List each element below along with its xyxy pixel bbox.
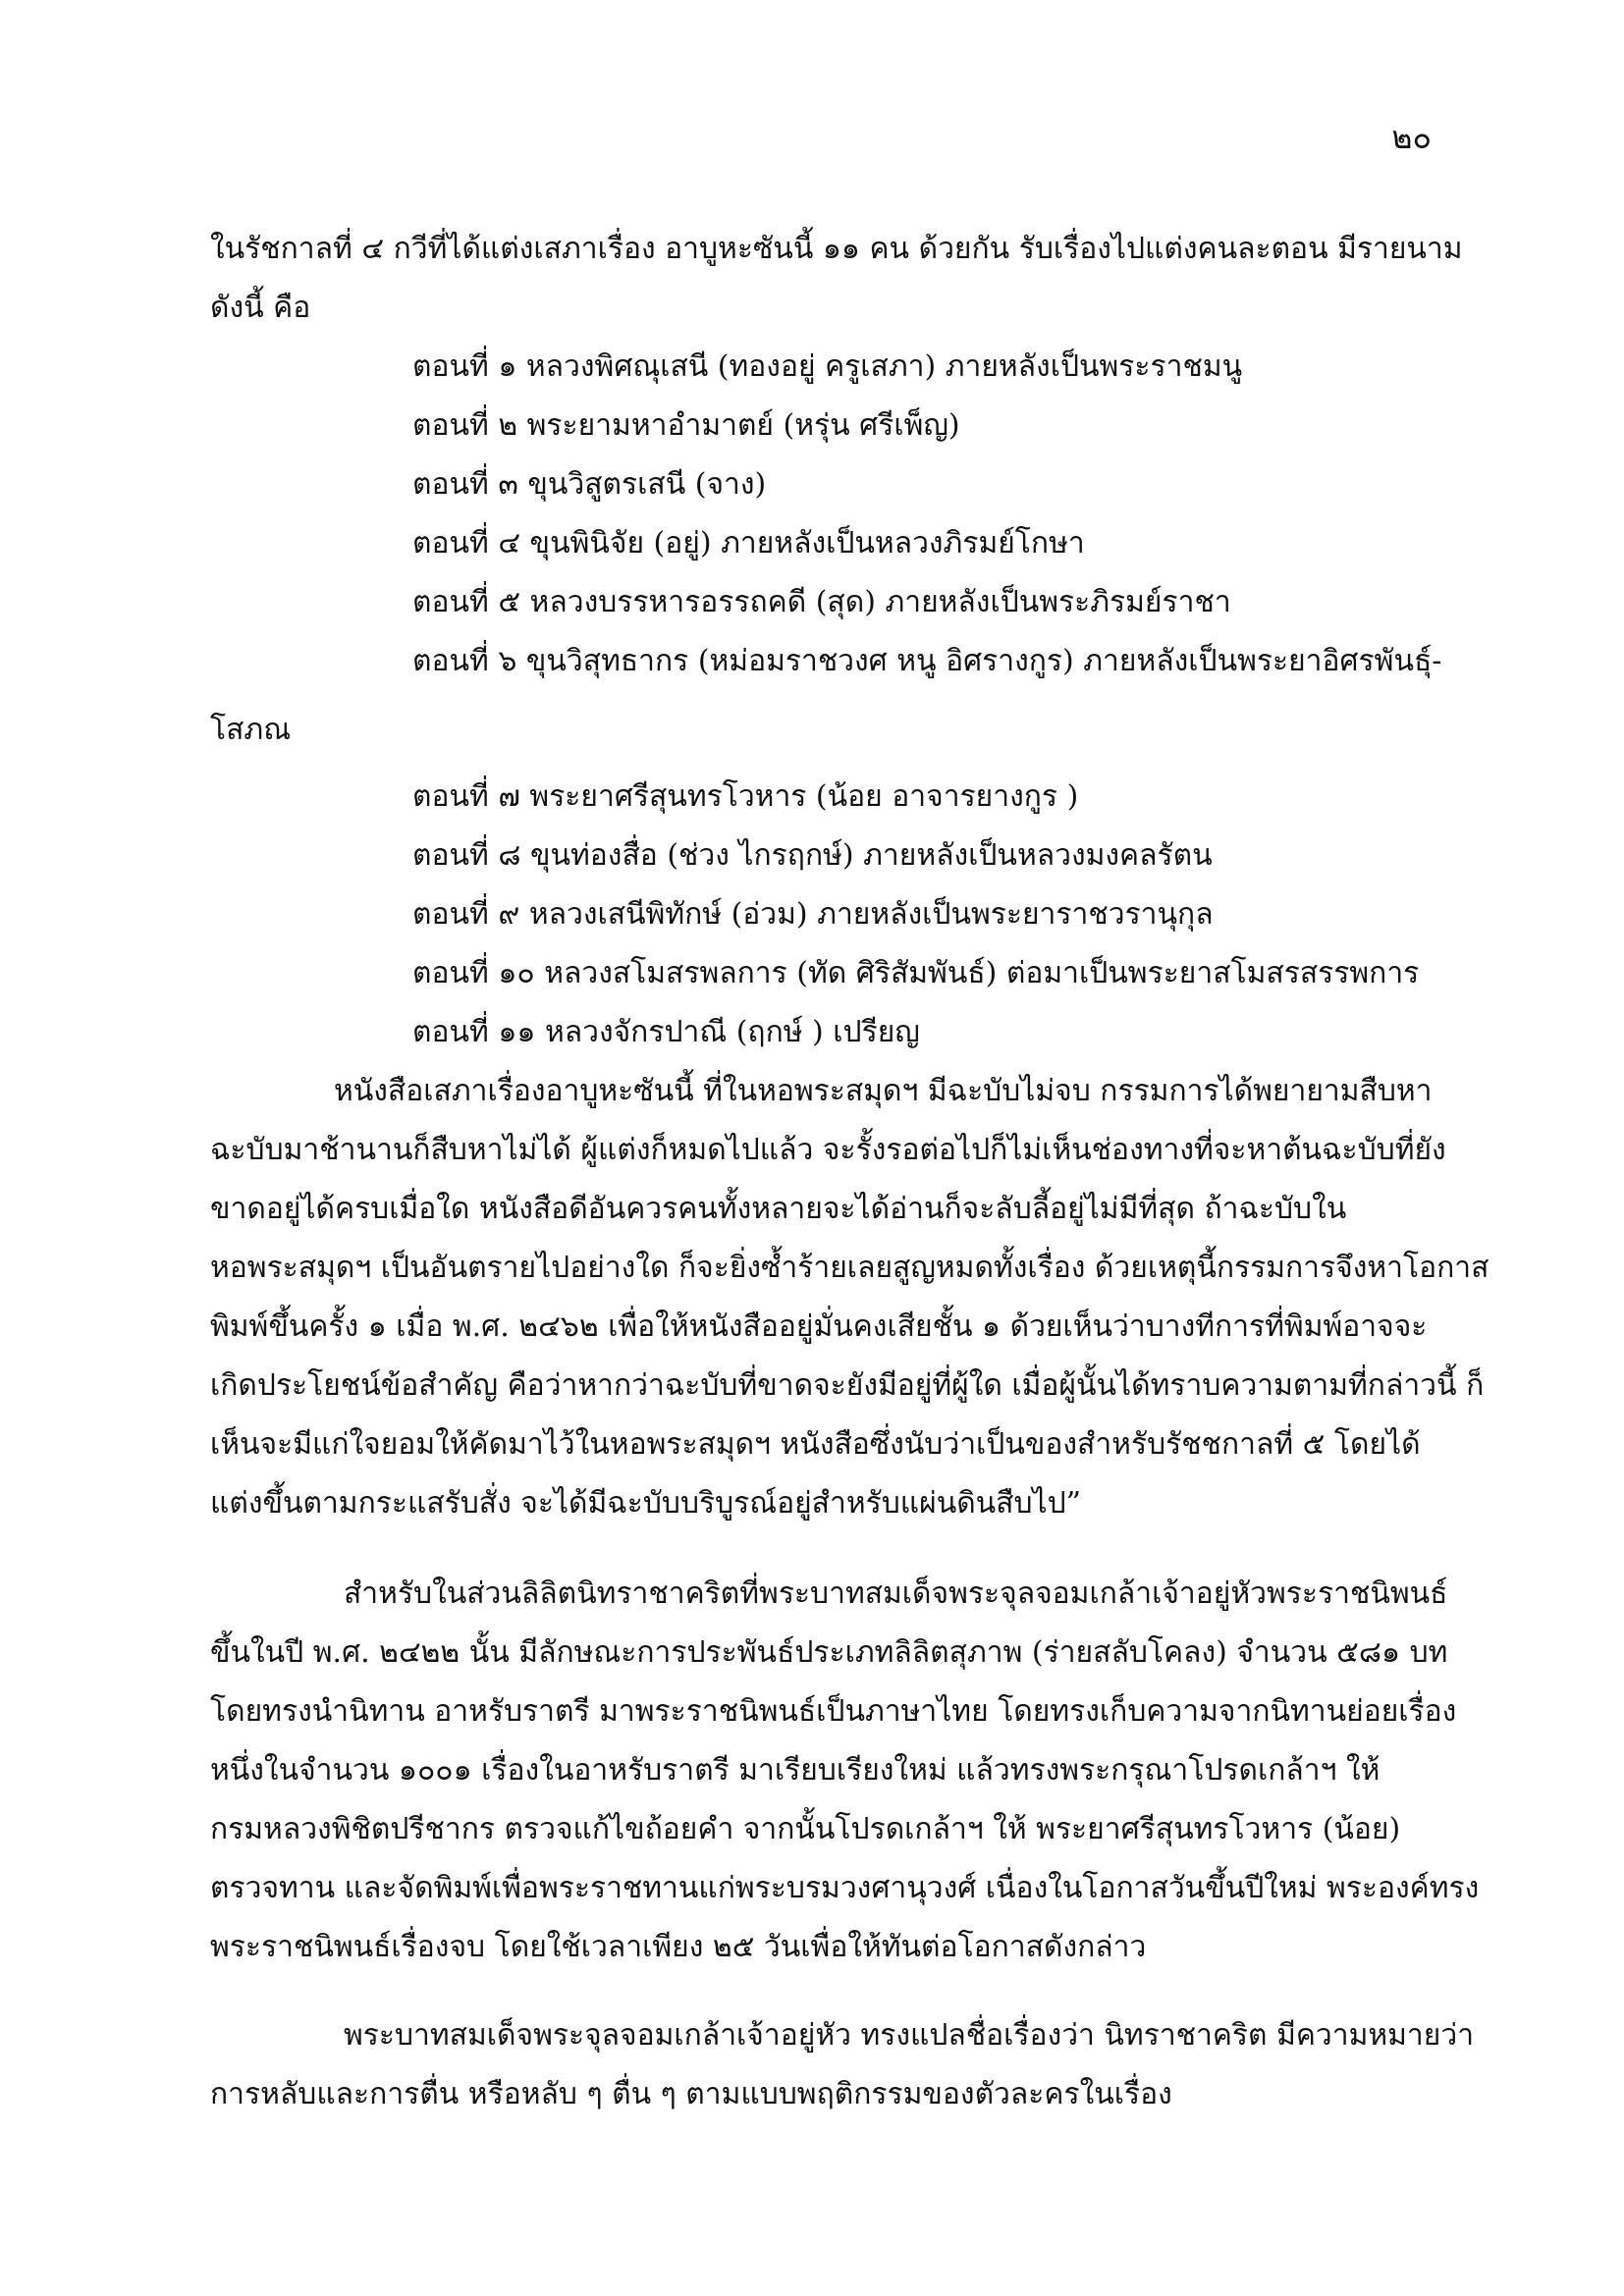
episode-item: ตอนที่ ๗ พระยาศรีสุนทรโวหาร (น้อย อาจารยางกูร ) xyxy=(412,779,1079,814)
episode-item: ตอนที่ ๒ พระยามหาอำมาตย์ (หรุ่น ศรีเพ็ญ) xyxy=(412,408,960,443)
paragraph-line: ขาดอยู่ได้ครบเมื่อใด หนังสือดีอันควรคนทั้งหลายจะได้อ่านก็จะลับลี้อยู่ไม่มีที่สุด ถ้าฉะบับใน xyxy=(210,1192,1347,1226)
episode-item: ตอนที่ ๓ ขุนวิสูตรเสนี (จาง) xyxy=(412,467,767,502)
paragraph-line: หนังสือเสภาเรื่องอาบูหะซันนี้ ที่ในหอพระสมุดฯ มีฉะบับไม่จบ กรรมการได้พยายามสืบหา xyxy=(334,1074,1433,1108)
paragraph-line: การหลับและการตื่น หรือหลับ ๆ ตื่น ๆ ตามแบบพฤติกรรมของตัวละครในเรื่อง xyxy=(210,2077,1172,2111)
episode-item: ตอนที่ ๙ หลวงเสนีพิทักษ์ (อ่วม) ภายหลังเป็นพระยาราชวรานุกุล xyxy=(412,897,1214,932)
paragraph-line: ฉะบับมาช้านานก็สืบหาไม่ได้ ผู้แต่งก็หมดไปแล้ว จะรั้งรอต่อไปก็ไม่เห็นช่องทางที่จะหาต้นฉะบับที่ยัง xyxy=(210,1133,1446,1167)
page-number: ๒๐ xyxy=(1391,119,1432,156)
paragraph-line: พระบาทสมเด็จพระจุลจอมเกล้าเจ้าอยู่หัว ทรงแปลชื่อเรื่องว่า นิทราชาคริต มีความหมายว่า xyxy=(344,2018,1475,2053)
episode-item: ตอนที่ ๖ ขุนวิสุทธากร (หม่อมราชวงศ หนู อิศรางกูร) ภายหลังเป็นพระยาอิศรพันธุ์- xyxy=(412,644,1442,678)
episode-item: ตอนที่ ๘ ขุนท่องสื่อ (ช่วง ไกรฤกษ์) ภายหลังเป็นหลวงมงคลรัตน xyxy=(412,838,1213,873)
paragraph-line: โดยทรงนำนิทาน อาหรับราตรี มาพระราชนิพนธ์เป็นภาษาไทย โดยทรงเก็บความจากนิทานย่อยเรื่อง xyxy=(210,1694,1457,1729)
episode-item: ตอนที่ ๔ ขุนพินิจัย (อยู่) ภายหลังเป็นหลวงภิรมย์โกษา xyxy=(412,526,1085,561)
intro-line: ดังนี้ คือ xyxy=(210,291,311,325)
episode-continuation: โสภณ xyxy=(210,713,292,747)
paragraph-line: พระราชนิพนธ์เรื่องจบ โดยใช้เวลาเพียง ๒๕ วันเพื่อให้ทันต่อโอกาสดังกล่าว xyxy=(210,1930,1147,1964)
episode-item: ตอนที่ ๕ หลวงบรรหารอรรถคดี (สุด) ภายหลังเป็นพระภิรมย์ราชา xyxy=(412,585,1231,619)
paragraph-line: เกิดประโยชน์ข้อสำคัญ คือว่าหากว่าฉะบับที่ขาดจะยังมีอยู่ที่ผู้ใด เมื่อผู้นั้นได้ทราบความตามที่กล่าวนี้ ก็ xyxy=(210,1368,1485,1403)
episode-item: ตอนที่ ๑๐ หลวงสโมสรพลการ (ทัด ศิริสัมพันธ์) ต่อมาเป็นพระยาสโมสรสรรพการ xyxy=(412,956,1420,990)
paragraph-line: หอพระสมุดฯ เป็นอันตรายไปอย่างใด ก็จะยิ่งซ้ำร้ายเลยสูญหมดทั้งเรื่อง ด้วยเหตุนี้กรรมการจึงหาโอกาส xyxy=(210,1251,1489,1285)
episode-item: ตอนที่ ๑๑ หลวงจักรปาณี (ฤกษ์ ) เปรียญ xyxy=(412,1015,920,1049)
paragraph-line: ตรวจทาน และจัดพิมพ์เพื่อพระราชทานแก่พระบรมวงศานุวงศ์ เนื่องในโอกาสวันขึ้นปีใหม่ พระองค์ทรง xyxy=(210,1871,1480,1905)
paragraph-line: พิมพ์ขึ้นครั้ง ๑ เมื่อ พ.ศ. ๒๔๖๒ เพื่อให้หนังสืออยู่มั่นคงเสียชั้น ๑ ด้วยเห็นว่าบางทีการที่พิมพ์อาจจะ xyxy=(210,1309,1428,1344)
paragraph-line: เห็นจะมีแก่ใจยอมให้คัดมาไว้ในหอพระสมุดฯ หนังสือซึ่งนับว่าเป็นของสำหรับรัชชกาลที่ ๕ โดยได้ xyxy=(210,1427,1421,1462)
paragraph-line: แต่งขึ้นตามกระแสรับสั่ง จะได้มีฉะบับบริบูรณ์อยู่สำหรับแผ่นดินสืบไป” xyxy=(210,1486,1082,1521)
episode-item: ตอนที่ ๑ หลวงพิศณุเสนี (ทองอยู่ ครูเสภา) ภายหลังเป็นพระราชมนู xyxy=(412,349,1243,384)
intro-line: ในรัชกาลที่ ๔ กวีที่ได้แต่งเสภาเรื่อง อาบูหะซันนี้ ๑๑ คน ด้วยกัน รับเรื่องไปแต่งคนละตอน มีรายนาม xyxy=(210,232,1463,266)
paragraph-line: ขึ้นในปี พ.ศ. ๒๔๒๒ นั้น มีลักษณะการประพันธ์ประเภทลิลิตสุภาพ (ร่ายสลับโคลง) จำนวน ๕๘๑ บท xyxy=(210,1635,1448,1670)
paragraph-line: กรมหลวงพิชิตปรีชากร ตรวจแก้ไขถ้อยคำ จากนั้นโปรดเกล้าฯ ให้ พระยาศรีสุนทรโวหาร (น้อย) xyxy=(210,1812,1401,1846)
paragraph-line: หนึ่งในจำนวน ๑๐๐๑ เรื่องในอาหรับราตรี มาเรียบเรียงใหม่ แล้วทรงพระกรุณาโปรดเกล้าฯ ให้ xyxy=(210,1753,1380,1788)
paragraph-line: สำหรับในส่วนลิลิตนิทราชาคริตที่พระบาทสมเด็จพระจุลจอมเกล้าเจ้าอยู่หัวพระราชนิพนธ์ xyxy=(344,1576,1448,1611)
